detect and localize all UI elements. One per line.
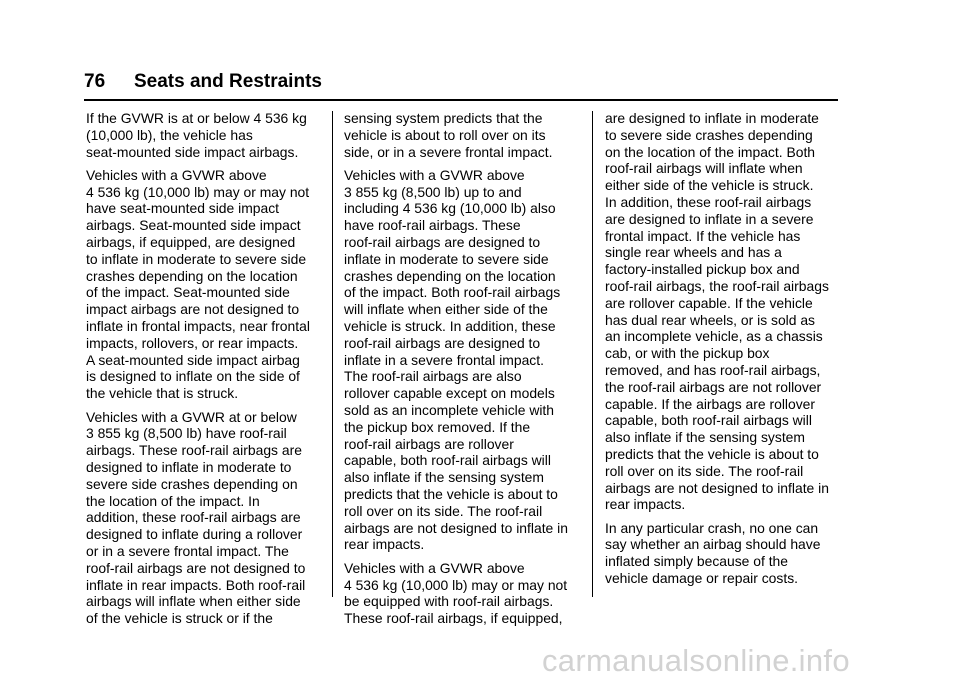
text-line: If the GVWR is at or below 4 536 kg	[86, 110, 307, 126]
text-line: have roof-rail airbags. These	[344, 217, 521, 234]
text-line: 3 855 kg (8,500 lb) have roof-rail	[86, 425, 287, 442]
paragraph	[344, 167, 580, 553]
text-line: of the impact. Both roof-rail airbags	[344, 284, 561, 301]
text-line: vehicle damage or repair costs.	[605, 570, 799, 587]
text-line: (10,000 lb), the vehicle has	[86, 126, 253, 143]
text-line: inflate in frontal impacts, near frontal	[86, 318, 310, 335]
text-line: also inflate if the sensing system	[344, 469, 544, 486]
text-line: the location of the impact. In	[86, 492, 260, 509]
text-line: Vehicles with a GVWR above	[344, 166, 525, 183]
text-line: sensing system predicts that the	[344, 110, 543, 126]
text-line: capable. If the airbags are rollover	[605, 395, 816, 412]
text-line: removed, and has roof-rail airbags,	[605, 361, 821, 378]
text-line: A seat-mounted side impact airbag	[86, 351, 300, 368]
text-line: vehicle is about to roll over on its	[344, 126, 546, 143]
text-line: inflate in rear impacts. Both roof-rail	[86, 576, 306, 593]
text-line: airbags. These roof-rail airbags are	[86, 442, 302, 459]
text-line: designed to inflate during a rollover	[86, 526, 303, 543]
text-line: capable, both roof-rail airbags will	[344, 452, 551, 469]
text-line: the roof-rail airbags are not rollover	[605, 378, 822, 395]
text-line: of the impact. Seat-mounted side	[86, 284, 290, 301]
text-line: roof-rail airbags, the roof-rail airbags	[605, 277, 829, 294]
text-line: say whether an airbag should have	[605, 536, 821, 553]
text-line: are designed to inflate in moderate	[605, 110, 819, 126]
paragraph	[605, 520, 841, 587]
text-line: including 4 536 kg (10,000 lb) also	[344, 200, 556, 217]
text-line: to severe side crashes depending	[605, 126, 813, 143]
text-line: sold as an incomplete vehicle with	[344, 402, 555, 419]
text-line: airbags will inflate when either side	[86, 593, 301, 610]
text-line: airbags are not designed to inflate in	[344, 519, 568, 536]
text-line: to inflate in moderate to severe side	[86, 250, 307, 267]
section-title: Seats and Restraints	[134, 71, 322, 92]
text-line: of the vehicle is struck or if the	[86, 610, 273, 627]
text-line: on the location of the impact. Both	[605, 143, 816, 160]
text-line: roll over on its side. The roof-rail	[605, 462, 804, 479]
text-column-2	[344, 110, 580, 633]
text-line: roof-rail airbags are designed to	[344, 234, 541, 251]
watermark-text: carmanualsonline.info	[542, 643, 850, 678]
text-line: designed to inflate in moderate to	[86, 458, 292, 475]
text-line: will inflate when either side of the	[344, 301, 548, 318]
column-divider-1	[332, 111, 333, 597]
text-line: impact airbags are not designed to	[86, 301, 300, 318]
text-line: roll over on its side. The roof-rail	[344, 502, 543, 519]
text-line: inflate in moderate to severe side	[344, 250, 549, 267]
text-line: In addition, these roof-rail airbags	[605, 193, 812, 210]
text-line: seat-mounted side impact airbags.	[86, 143, 299, 160]
text-line: inflate in a severe frontal impact.	[344, 351, 544, 368]
text-line: airbags. Seat-mounted side impact	[86, 217, 301, 234]
text-line: predicts that the vehicle is about to	[605, 445, 819, 462]
paragraph	[86, 110, 322, 160]
text-line: roof-rail airbags are not designed to	[86, 559, 306, 576]
text-line: 4 536 kg (10,000 lb) may or may not	[344, 576, 568, 593]
text-line: be equipped with roof-rail airbags.	[344, 593, 554, 610]
text-line: airbags, if equipped, are designed	[86, 234, 296, 251]
page-header	[84, 70, 322, 94]
text-line: the vehicle that is struck.	[86, 385, 239, 402]
text-line: or in a severe frontal impact. The	[86, 542, 289, 559]
text-column-3	[605, 110, 841, 593]
text-line: also inflate if the sensing system	[605, 429, 805, 446]
paragraph	[86, 167, 322, 402]
text-line: either side of the vehicle is struck.	[605, 177, 814, 194]
text-line: crashes depending on the location	[344, 267, 556, 284]
text-line: addition, these roof-rail airbags are	[86, 509, 301, 526]
text-line: In any particular crash, no one can	[605, 519, 819, 536]
text-line: predicts that the vehicle is about to	[344, 486, 558, 503]
text-line: inflated simply because of the	[605, 553, 788, 570]
text-line: the pickup box removed. If the	[344, 418, 531, 435]
text-line: 4 536 kg (10,000 lb) may or may not	[86, 183, 310, 200]
text-line: airbags are not designed to inflate in	[605, 479, 829, 496]
text-line: rollover capable except on models	[344, 385, 555, 402]
text-line: rear impacts.	[344, 536, 425, 553]
text-line: roof-rail airbags will inflate when	[605, 160, 803, 177]
text-line: cab, or with the pickup box	[605, 345, 770, 362]
text-line: rear impacts.	[605, 496, 686, 513]
text-line: frontal impact. If the vehicle has	[605, 227, 801, 244]
text-line: single rear wheels and has a	[605, 244, 782, 261]
paragraph	[344, 560, 580, 627]
column-divider-2	[592, 111, 593, 597]
text-line: The roof-rail airbags are also	[344, 368, 522, 385]
text-line: roof-rail airbags are designed to	[344, 334, 541, 351]
paragraph	[605, 110, 841, 513]
text-line: capable, both roof-rail airbags will	[605, 412, 812, 429]
text-line: is designed to inflate on the side of	[86, 368, 300, 385]
text-line: vehicle is struck. In addition, these	[344, 318, 556, 335]
text-line: Vehicles with a GVWR above	[86, 166, 267, 183]
text-line: Vehicles with a GVWR above	[344, 559, 525, 576]
page-number: 76	[84, 71, 106, 92]
text-line: have seat-mounted side impact	[86, 200, 280, 217]
paragraph	[86, 409, 322, 627]
header-rule	[84, 99, 838, 101]
text-line: 3 855 kg (8,500 lb) up to and	[344, 183, 522, 200]
text-line: Vehicles with a GVWR at or below	[86, 408, 297, 425]
text-line: crashes depending on the location	[86, 267, 298, 284]
text-column-1	[86, 110, 322, 633]
text-line: These roof-rail airbags, if equipped,	[344, 610, 563, 627]
text-line: are designed to inflate in a severe	[605, 210, 814, 227]
text-line: impacts, rollovers, or rear impacts.	[86, 334, 299, 351]
paragraph	[344, 110, 580, 160]
text-line: factory-installed pickup box and	[605, 261, 800, 278]
text-line: side, or in a severe frontal impact.	[344, 143, 553, 160]
text-line: has dual rear wheels, or is sold as	[605, 311, 816, 328]
text-line: severe side crashes depending on	[86, 475, 298, 492]
text-line: roof-rail airbags are rollover	[344, 435, 514, 452]
text-line: an incomplete vehicle, as a chassis	[605, 328, 823, 345]
text-line: are rollover capable. If the vehicle	[605, 294, 813, 311]
